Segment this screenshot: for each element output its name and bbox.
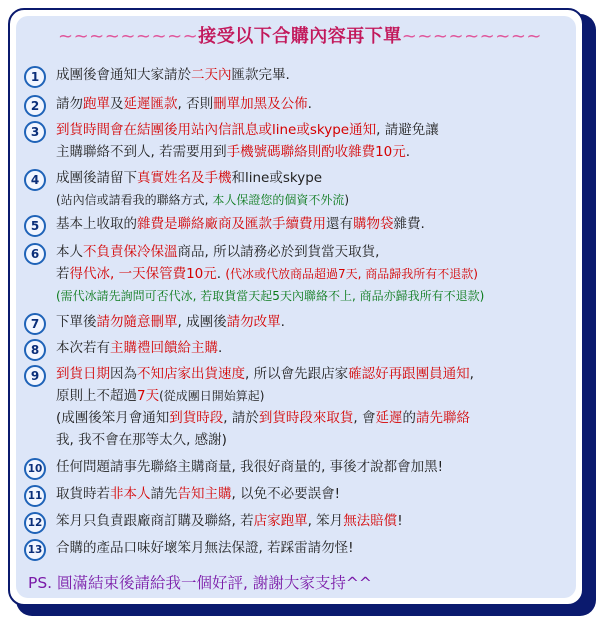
rule-text-segment: 原則上不超過 xyxy=(56,388,137,404)
rule-line xyxy=(56,311,285,333)
rule-line xyxy=(56,456,443,478)
rule-line xyxy=(56,510,403,532)
rule-line xyxy=(56,483,340,505)
rule-text-segment: 本次若有 xyxy=(56,340,110,356)
rule-line xyxy=(56,363,474,385)
rule-text xyxy=(56,93,312,115)
rule-text-segment: 無法賠償 xyxy=(343,513,398,529)
rule-number-badge: 1 xyxy=(24,66,46,88)
rule-text-segment: 不知店家出貨速度 xyxy=(137,366,245,382)
rule-number-badge: 2 xyxy=(24,95,46,117)
rule-text-segment: 下單後 xyxy=(56,314,97,330)
rule-text-segment: 若 xyxy=(56,266,70,282)
rule-number-badge: 9 xyxy=(24,365,46,387)
rule-line xyxy=(56,93,312,115)
title-deco-right: ~~~~~~~~~ xyxy=(401,26,542,47)
rule-text-segment: 刪單加黑及公佈 xyxy=(213,96,308,112)
rule-text-segment: 確認好再跟團員通知 xyxy=(348,366,470,382)
rule-line xyxy=(56,285,484,307)
rule-text-segment: 取貨時若 xyxy=(56,486,110,502)
rule-text-segment: (需代冰請先詢問可否代冰, 若取貨當天起5天內聯絡不上, 商品亦歸我所有不退款) xyxy=(56,289,485,303)
rule-text-segment: 笨月只負責跟廠商訂購及聯絡, 若 xyxy=(56,513,254,529)
rule-text xyxy=(56,119,439,163)
rule-text-segment: (代冰或代放商品超過7天, 商品歸我所有不退款) xyxy=(225,267,478,281)
rule-text-segment: 我, 我不會在那等太久, 感謝) xyxy=(56,432,227,448)
rule-text xyxy=(56,311,285,333)
rule-number-badge: 3 xyxy=(24,121,46,143)
rule-text-segment: (成團後笨月會通知 xyxy=(56,410,170,426)
rule-text-segment: 雜費. xyxy=(393,216,425,232)
rule-text-segment: 合購的產品口味好壞笨月無法保證, 若踩雷請勿怪! xyxy=(56,540,354,556)
rule-text-segment: . xyxy=(218,340,223,356)
rule-text-segment: 延遲匯款 xyxy=(123,96,178,112)
rule-text-segment: 成團後請留下 xyxy=(56,170,137,186)
rule-text-segment: , 會 xyxy=(353,410,376,426)
rule-line xyxy=(56,407,474,429)
rule-text-segment: , 請避免讓 xyxy=(376,122,439,138)
rule-line xyxy=(56,213,425,235)
rule-text xyxy=(56,241,484,307)
rule-text-segment: , xyxy=(469,366,474,382)
rule-text-segment: 主購禮回饋給主購 xyxy=(110,340,218,356)
rule-text xyxy=(56,337,222,359)
rule-line xyxy=(56,537,354,559)
rule-text xyxy=(56,64,290,86)
rule-text-segment: 得代冰, 一天保管費10元 xyxy=(69,266,217,282)
rule-text-segment: 購物袋 xyxy=(353,216,394,232)
rule-text xyxy=(56,456,443,478)
rule-line xyxy=(56,385,474,407)
rule-text-segment: . xyxy=(405,144,411,160)
rule-text-segment: 非本人 xyxy=(110,486,151,502)
rule-text-segment: , 否則 xyxy=(177,96,214,112)
rule-text-segment: 店家跑單 xyxy=(253,513,308,529)
rule-number-badge: 7 xyxy=(24,313,46,335)
rule-text xyxy=(56,483,340,505)
rule-text-segment: 商品, 所以請務必於到貨當天取貨, xyxy=(177,244,380,260)
rule-text-segment: 本人 xyxy=(56,244,83,260)
rule-text-segment: 請勿 xyxy=(56,96,83,112)
rule-line xyxy=(56,263,484,285)
rule-line xyxy=(56,167,349,189)
rule-text-segment: 手機號碼聯絡則酌收雜費10元 xyxy=(226,144,406,160)
title-deco-left: ~~~~~~~~~ xyxy=(58,26,199,47)
footer-note: PS. 圓滿結束後請給我一個好評, 謝謝大家支持^^ xyxy=(28,574,372,592)
rule-line xyxy=(56,429,474,451)
rule-text-segment: 二天內 xyxy=(191,67,232,83)
rule-line xyxy=(56,337,222,359)
rule-text-segment: 延遲 xyxy=(375,410,403,426)
rule-text-segment: 真實姓名及手機 xyxy=(137,170,232,186)
rule-text-segment: ! xyxy=(397,513,403,529)
rule-text-segment: (站內信或請看我的聯絡方式, xyxy=(56,193,213,207)
rule-number-badge: 13 xyxy=(24,539,46,561)
rule-text xyxy=(56,213,425,235)
rule-text-segment: 到貨時段來取貨 xyxy=(258,410,354,426)
rule-number-badge: 5 xyxy=(24,215,46,237)
rule-text-segment: 和line或skype xyxy=(231,170,323,186)
page-title xyxy=(0,22,600,48)
rule-text-segment: , 笨月 xyxy=(307,513,344,529)
rule-text xyxy=(56,510,403,532)
rule-text-segment: , 所以會先跟店家 xyxy=(245,366,349,382)
rule-text-segment: 跑單 xyxy=(83,96,110,112)
rule-line xyxy=(56,189,349,211)
rule-text-segment: 的 xyxy=(402,410,416,426)
rule-text-segment: (從成團日開始算起) xyxy=(159,389,265,403)
rule-text-segment: 主購聯絡不到人, 若需要用到 xyxy=(56,144,227,160)
rule-text-segment: . xyxy=(216,266,226,282)
rule-text-segment: 基本上收取的 xyxy=(56,216,137,232)
rule-text-segment: 雜費是聯絡廠商及匯款手續費用 xyxy=(137,216,326,232)
rule-text-segment: , 成團後 xyxy=(177,314,227,330)
rule-text-segment: 及 xyxy=(110,96,124,112)
rule-number-badge: 6 xyxy=(24,243,46,265)
rule-number-badge: 8 xyxy=(24,339,46,361)
rule-text-segment: 本人保證您的個資不外流 xyxy=(212,193,345,207)
rule-text-segment: 匯款完畢. xyxy=(231,67,290,83)
rule-line xyxy=(56,141,439,163)
rule-text-segment: . xyxy=(280,314,285,330)
rule-text-segment: 到貨時段 xyxy=(169,410,224,426)
rule-text-segment: 不負責保冷保溫 xyxy=(83,244,178,260)
rule-text-segment: 7天 xyxy=(137,388,160,404)
rule-number-badge: 10 xyxy=(24,458,46,480)
rule-line xyxy=(56,119,439,141)
rule-number-badge: 4 xyxy=(24,169,46,191)
rule-text-segment: 到貨時間會在結團後用站內信訊息或line或skype通知 xyxy=(56,122,377,138)
rule-text-segment: 到貨日期 xyxy=(56,366,110,382)
rule-text-segment: 告知主購 xyxy=(177,486,232,502)
rule-line xyxy=(56,64,290,86)
rule-text-segment: 請勿隨意刪單 xyxy=(96,314,178,330)
rule-number-badge: 12 xyxy=(24,512,46,534)
rule-text-segment: 任何問題請事先聯絡主購商量, 我很好商量的, 事後才說都會加黑! xyxy=(56,459,444,475)
rule-text xyxy=(56,167,349,211)
rule-text-segment: , 以免不必要誤會! xyxy=(231,486,340,502)
rule-text-segment: 成團後會通知大家請於 xyxy=(56,67,191,83)
rule-text-segment: , 請於 xyxy=(223,410,259,426)
rule-text-segment: . xyxy=(307,96,312,112)
rule-number-badge: 11 xyxy=(24,485,46,507)
rule-text-segment: 因為 xyxy=(110,366,137,382)
rule-text-segment: 請先 xyxy=(150,486,178,502)
rule-text xyxy=(56,537,354,559)
rule-line xyxy=(56,241,484,263)
title-text: 接受以下合購內容再下單 xyxy=(198,26,402,47)
rule-text xyxy=(56,363,474,451)
rule-text-segment: 請先聯絡 xyxy=(415,410,470,426)
rule-text-segment: 請勿改單 xyxy=(226,314,281,330)
rule-text-segment: ) xyxy=(344,193,350,207)
rule-text-segment: 還有 xyxy=(326,216,353,232)
